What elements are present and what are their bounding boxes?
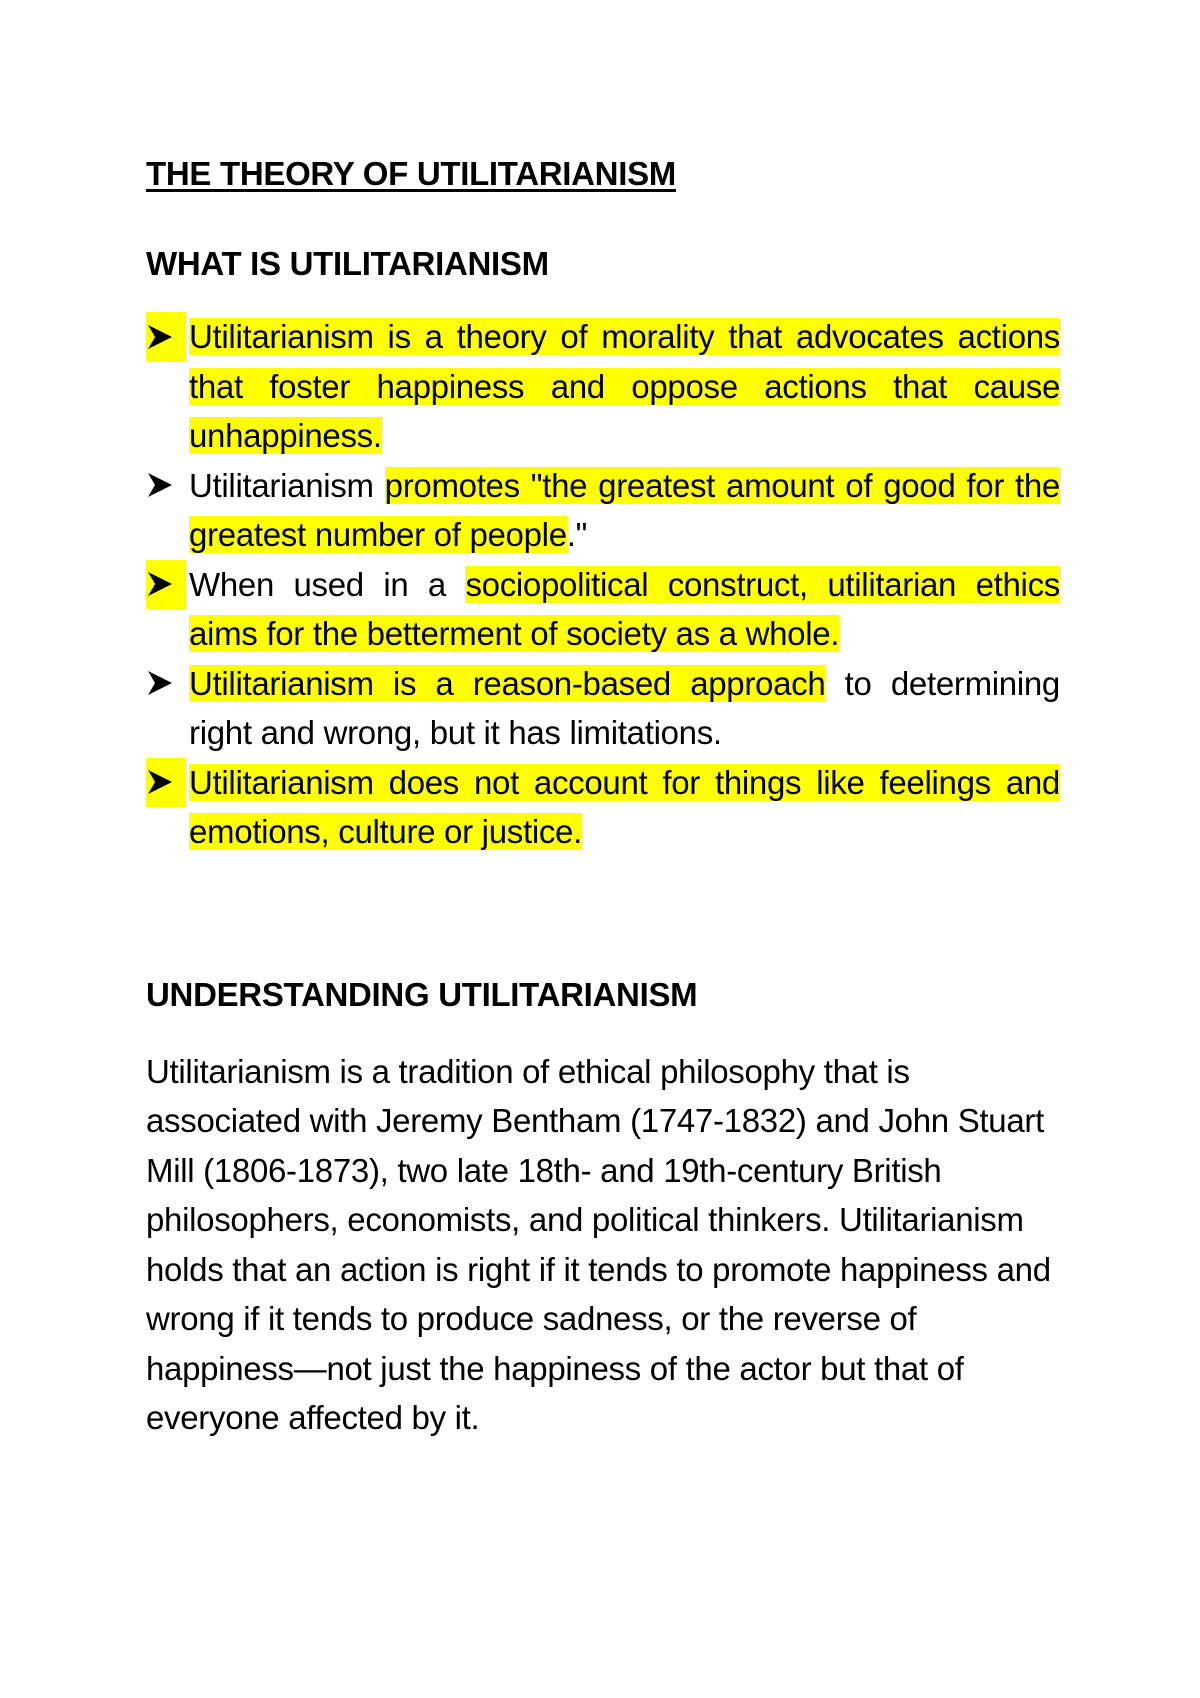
document-title: THE THEORY OF UTILITARIANISM bbox=[146, 155, 676, 192]
arrowhead-bullet-icon bbox=[146, 560, 186, 610]
arrowhead-bullet-icon bbox=[146, 659, 186, 709]
body-paragraph: Utilitarianism is a tradition of ethical philosophy that is associated with Jeremy Bentham (1747-1832) and John Stuart Mill (1806-1873), two late 18th- and 19th-century British philosophers, economists, and political thinkers. Utilitarianism holds that an action is right if it tends to promote happiness and wrong if it tends to produce sadness, or the reverse of happiness—not just the happiness of the actor but that of everyone affected by it. bbox=[146, 1052, 1051, 1436]
bullet-text-highlighted: sociopolitical construct, utilitarian ethics aims for the betterment of society as a whole. bbox=[189, 565, 1060, 652]
bullet-text-pre: Utilitarianism bbox=[189, 466, 385, 504]
bullet-item bbox=[146, 659, 1060, 758]
arrowhead-bullet-icon bbox=[146, 758, 186, 808]
bullet-text-highlighted: Utilitarianism does not account for things like feelings and emotions, culture or justice. bbox=[189, 763, 1060, 850]
bullet-list bbox=[146, 312, 1060, 857]
bullet-item bbox=[146, 560, 1060, 659]
bullet-text-highlighted: promotes "the greatest amount of good for the greatest number of people bbox=[189, 466, 1060, 553]
bullet-text-highlighted: Utilitarianism is a reason-based approach bbox=[189, 664, 826, 702]
bullet-item bbox=[146, 461, 1060, 560]
bullet-text-pre: When used in a bbox=[189, 565, 466, 603]
arrowhead-bullet-icon bbox=[146, 312, 186, 362]
document-content bbox=[146, 150, 1060, 1443]
bullet-text-post: to determining right and wrong, but it has limitations. bbox=[189, 664, 1060, 751]
section-heading-what-is: WHAT IS UTILITARIANISM bbox=[146, 245, 549, 282]
bullet-text-highlighted: Utilitarianism is a theory of morality that advocates actions that foster happiness and oppose actions that cause unhappiness. bbox=[189, 318, 1060, 454]
bullet-text-post: ." bbox=[566, 516, 588, 553]
arrowhead-bullet-icon bbox=[146, 461, 186, 511]
bullet-item bbox=[146, 312, 1060, 461]
bullet-item bbox=[146, 758, 1060, 857]
section-heading-understanding: UNDERSTANDING UTILITARIANISM bbox=[146, 975, 698, 1013]
